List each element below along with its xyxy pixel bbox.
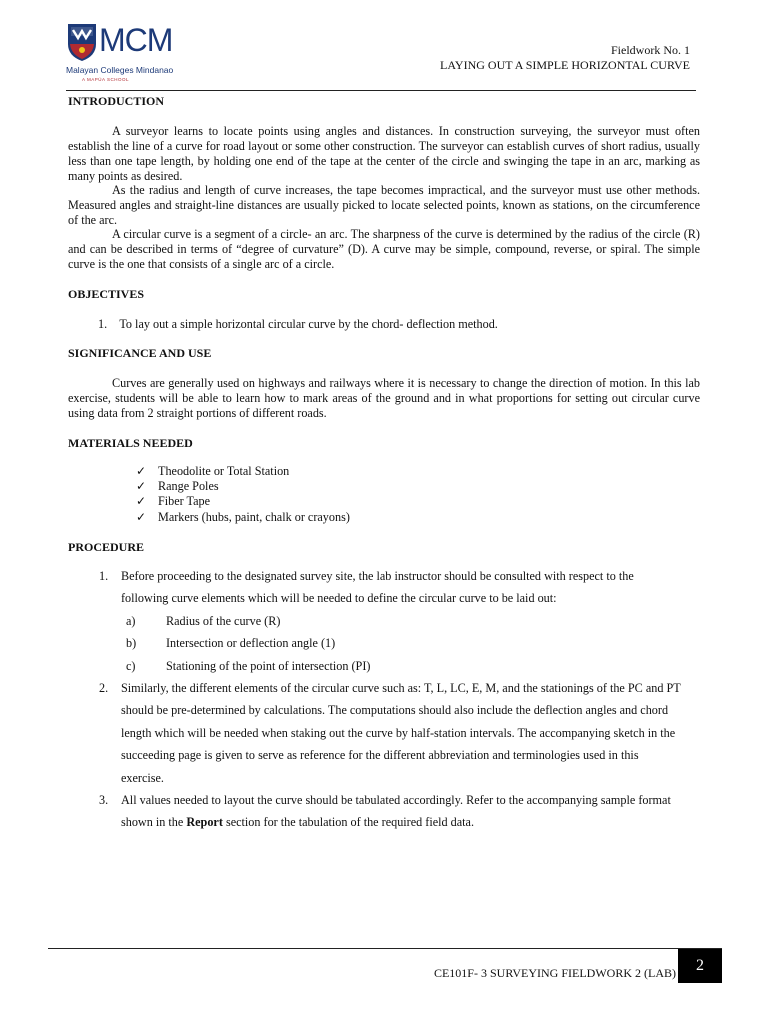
list-item: ✓ Markers (hubs, paint, chalk or crayons) xyxy=(136,509,350,524)
checkmark-icon: ✓ xyxy=(136,464,147,478)
mcm-logo xyxy=(66,22,178,82)
course-label: CE101F- 3 SURVEYING FIELDWORK 2 (LAB) xyxy=(433,966,676,980)
shield-icon xyxy=(66,22,98,62)
page-header xyxy=(440,43,690,73)
list-item: ✓ Theodolite or Total Station xyxy=(136,464,290,478)
logo-tagline: A MAPÚA SCHOOL xyxy=(82,77,130,82)
logo-subtitle: Malayan Colleges Mindanao xyxy=(66,65,174,75)
introduction-paragraph-2: As the radius and length of curve increases, the tape becomes impractical, and the surveyor must use other methods. Measured angles and straight-line distances are usually picked to locate selected points, known as stations, on the circumference of the arc. xyxy=(68,183,700,227)
significance-heading: SIGNIFICANCE AND USE xyxy=(68,346,212,360)
procedure-heading: PROCEDURE xyxy=(68,540,145,554)
report-keyword: Report xyxy=(186,815,223,830)
checkmark-icon: ✓ xyxy=(136,494,147,509)
checkmark-icon: ✓ xyxy=(136,509,147,524)
procedure-list xyxy=(68,565,700,834)
procedure-step-1: 1. Before proceeding to the designated survey site, the lab instructor should be consulted with respect to the following curve elements which will be needed to define the circular curve to be laid out: xyxy=(99,569,634,606)
procedure-step-3: 3. All values needed to layout the curve should be tabulated accordingly. Refer to the accompanying sample format shown in the Report section for the tabulation of the required field data. xyxy=(99,793,671,830)
significance-paragraph: Curves are generally used on highways and railways where it is necessary to change the direction of motion. In this lab exercise, students will be able to learn how to mark areas of the ground and in what proportions for setting out circular curve using data from 2 straight portions of different roads. xyxy=(68,376,700,420)
procedure-substep: a) Radius of the curve (R) xyxy=(126,613,281,628)
introduction-paragraph-3: A circular curve is a segment of a circle- an arc. The sharpness of the curve is determined by the radius of the circle (R) and can be described in terms of “degree of curvature” (D). A curve may be simple, compound, reverse, or spiral. The simple curve is the one that consists of a single arc of a circle. xyxy=(68,227,700,271)
page-number: 2 xyxy=(678,949,722,983)
list-item: ✓ Fiber Tape xyxy=(136,494,211,509)
procedure-substep: b) Intersection or deflection angle (1) xyxy=(126,636,336,651)
introduction-paragraph-1: A surveyor learns to locate points using angles and distances. In construction surveying, the surveyor must often establish the line of a curve for road layout or some other construction. The surveyor can establish curves of short radius, usually less than one tape length, by holding one end of the tape at the center of the circle and swinging the tape in an arc, marking as many points as desired. xyxy=(68,124,700,183)
materials-heading: MATERIALS NEEDED xyxy=(68,436,193,450)
checkmark-icon: ✓ xyxy=(136,479,147,494)
procedure-substep: c) Stationing of the point of intersection (PI) xyxy=(126,658,371,673)
fieldwork-title: LAYING OUT A SIMPLE HORIZONTAL CURVE xyxy=(440,58,690,72)
objectives-heading: OBJECTIVES xyxy=(68,287,145,301)
fieldwork-number: Fieldwork No. 1 xyxy=(611,43,690,57)
logo-wordmark: MCM xyxy=(99,22,173,58)
header-divider xyxy=(66,90,696,91)
list-item: ✓ Range Poles xyxy=(136,479,219,494)
objective-item: 1. To lay out a simple horizontal circular curve by the chord- deflection method. xyxy=(98,317,498,331)
footer-divider xyxy=(48,948,722,949)
materials-list xyxy=(136,464,350,525)
introduction-heading: INTRODUCTION xyxy=(68,94,165,108)
procedure-step-2: 2. Similarly, the different elements of the circular curve such as: T, L, LC, E, M, and the stationings of the PC and PT should be pre-determined by calculations. The computations should also include the deflection angles and chord length which will be needed when staking out the curve by half-station intervals. The accompanying sketch in the succeeding page is given to serve as reference for the different abbreviation and terminologies used in this exercise. xyxy=(99,681,681,785)
